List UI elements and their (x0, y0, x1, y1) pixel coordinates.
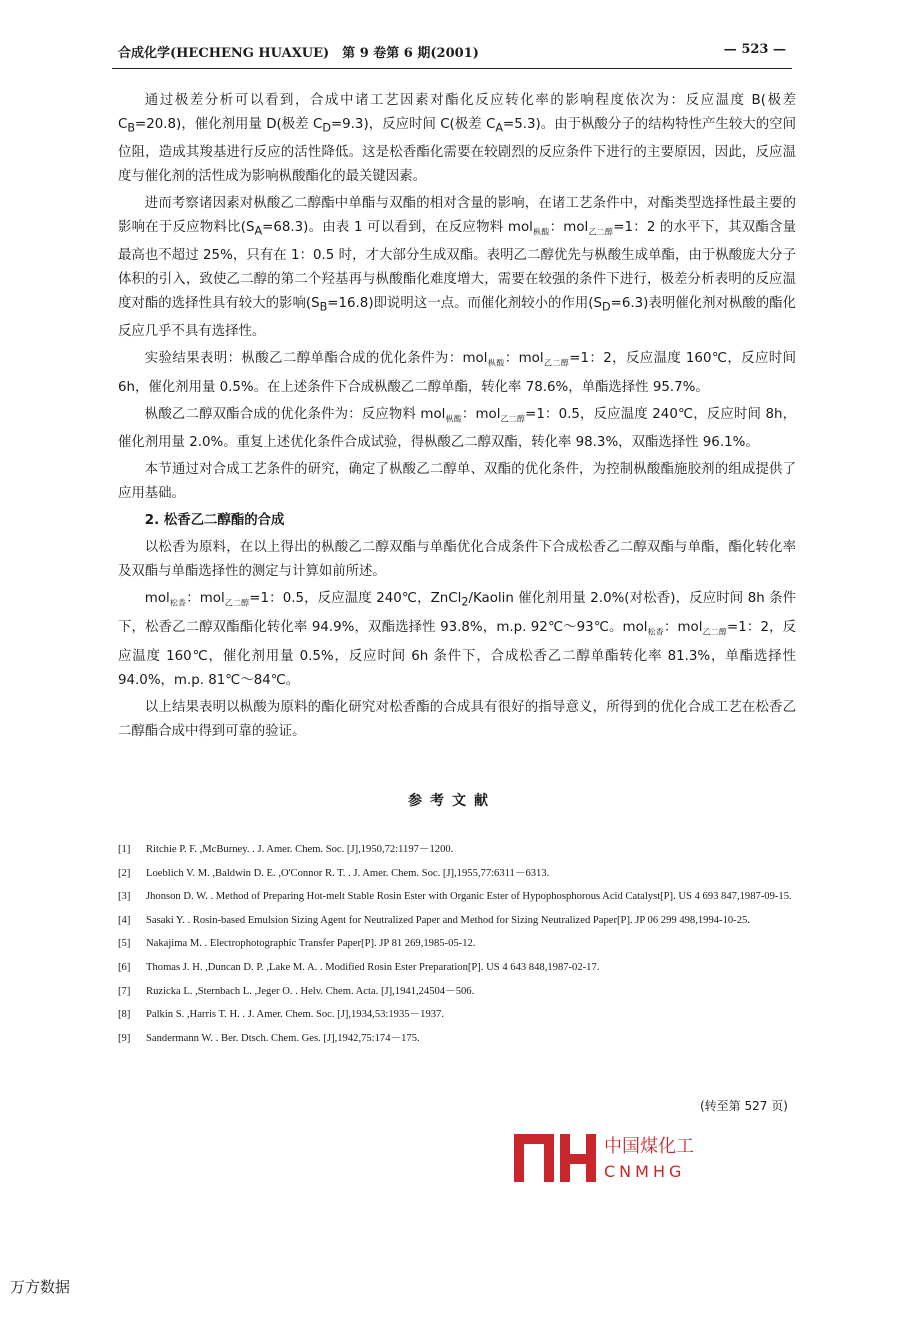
article-body (118, 89, 796, 747)
references-title: 参考文献 (408, 793, 496, 809)
header-rule (112, 68, 792, 69)
reference-item: [8] Palkin S. ,Harris T. H. . J. Amer. Chem. Soc. [J],1934,53:1935－1937. (118, 1009, 444, 1021)
reference-item: [1] Ritchie P. F. ,McBurney. . J. Amer. Chem. Soc. [J],1950,72:1197－1200. (118, 844, 454, 855)
reference-item: [5] Nakajima M. . Electrophotographic Transfer Paper[P]. JP 81 269,1985-05-12. (118, 938, 476, 950)
paragraph: 枞酸乙二醇双酯合成的优化条件为：反应物料 mol$_{枞酸}$：mol$_{乙二醇}$=1：0.5，反应温度 240℃，反应时间 8h，催化剂用量 2.0%。重复上述优化条件合成试验，得枞酸乙二醇双酯，转化率 98.3%，双酯选择性 96.1%。 (118, 406, 797, 451)
footer-source: 万方数据 (10, 1278, 71, 1296)
section-heading: 2. 松香乙二醇酯的合成 (144, 513, 285, 529)
cnmhg-logo-icon (512, 1130, 600, 1186)
paragraph: mol$_{松香}$：mol$_{乙二醇}$=1：0.5，反应温度 240℃，ZnCl$_2$/Kaolin 催化剂用量 2.0%(对松香)，反应时间 8h 条件下，松香乙二醇双酯酯化转化率 94.9%，双酯选择性 93.8%，m.p. 92℃～93℃。mol$_{松香}$：mol$_{乙二醇}$=1：2，反应温度 160℃，催化剂用量 0.5%，反应时间 6h 条件下，合成松香乙二醇单酯转化率 81.3%，单酯选择性 94.0%，m.p. 81℃～84℃。 (118, 591, 797, 688)
page-number: — 523 — (723, 42, 786, 57)
reference-item: [6] Thomas J. H. ,Duncan D. P. ,Lake M. A. . Modified Rosin Ester Preparation[P]. US 4 643 848,1987-02-17. (118, 961, 600, 973)
paragraph: 进而考察诸因素对枞酸乙二醇酯中单酯与双酯的相对含量的影响，在诸工艺条件中，对酯类型选择性最主要的影响在于反应物料比$(S_A=68.3)$。由表 1 可以看到，在反应物料 mol$_{枞酸}$：mol$_{乙二醇}$=1：2 的水平下，其双酯含量最高也不超过 25%，只有在 1：0.5 时，才大部分生成双酯。表明乙二醇优先与枞酸生成单酯，由于枞酸庞大分子体积的引入，致使乙二醇的第二个羟基再与枞酸酯化难度增大，需要在较强的条件下进行，极差分析表明的反应温度对酯的选择性具有较大的影响$(S_B=16.8)$即说明这一点。而催化剂较小的作用$(S_D=6.3)$表明催化剂对枞酸的酯化反应几乎不具有选择性。 (118, 195, 797, 340)
paragraph: 通过极差分析可以看到，合成中诸工艺因素对酯化反应转化率的影响程度依次为：反应温度 B(极差 $C_B=20.8$)，催化剂用量 D(极差 $C_D=9.3$)，反应时间 C(极差 $C_A=5.3$)。由于枞酸分子的结构特性产生较大的空间位阻，造成其羧基进行反应的活性降低。这是松香酯化需要在较剧烈的反应条件下进行的主要原因，因此，反应温度与催化剂的活性成为影响枞酸酯化的最关键因素。 (118, 93, 796, 184)
reference-list (118, 838, 798, 1050)
logo-text-cn: 中国煤化工 (604, 1136, 694, 1157)
reference-item: [4] Sasaki Y. . Rosin-based Emulsion Sizing Agent for Neutralized Paper and Method for Sizing Neutralized Paper[P]. JP 06 299 498,1994-10-25. (118, 914, 750, 926)
reference-item: [7] Ruzicka L. ,Sternbach L. ,Jeger O. . Helv. Chem. Acta. [J],1941,24504－506. (118, 985, 475, 997)
paragraph: 本节通过对合成工艺条件的研究，确定了枞酸乙二醇单、双酯的优化条件，为控制枞酸酯施胶剂的组成提供了应用基础。 (118, 462, 796, 502)
logo-text-en: CNMHG (604, 1162, 686, 1181)
continued-note: (转至第 527 页) (700, 1099, 788, 1113)
paragraph: 以松香为原料，在以上得出的枞酸乙二醇双酯与单酯优化合成条件下合成松香乙二醇双酯与单酯，酯化转化率及双酯与单酯选择性的测定与计算如前所述。 (118, 540, 796, 580)
reference-item: [2] Loeblich V. M. ,Baldwin D. E. ,O'Connor R. T. . J. Amer. Chem. Soc. [J],1955,77:6311－6313. (118, 867, 550, 879)
reference-item: [3] Jhonson D. W. . Method of Preparing Hot-melt Stable Rosin Ester with Organic Ester of Hypophosphorous Acid Catalyst[P]. US 4 693 847,1987-09-15. (118, 891, 792, 903)
paragraph: 以上结果表明以枞酸为原料的酯化研究对松香酯的合成具有很好的指导意义，所得到的优化合成工艺在松香乙二醇酯合成中得到可靠的验证。 (118, 699, 796, 739)
journal-title: 合成化学(HECHENG HUAXUE) 第 9 卷第 6 期(2001) (118, 46, 479, 61)
watermark-logo (512, 1130, 712, 1190)
paragraph: 实验结果表明：枞酸乙二醇单酯合成的优化条件为：mol$_{枞酸}$：mol$_{乙二醇}$=1：2，反应温度 160℃，反应时间 6h，催化剂用量 0.5%。在上述条件下合成枞酸乙二醇单酯，转化率 78.6%，单酯选择性 95.7%。 (118, 351, 797, 395)
reference-item: [9] Sandermann W. . Ber. Dtsch. Chem. Ges. [J],1942,75:174－175. (118, 1032, 420, 1044)
